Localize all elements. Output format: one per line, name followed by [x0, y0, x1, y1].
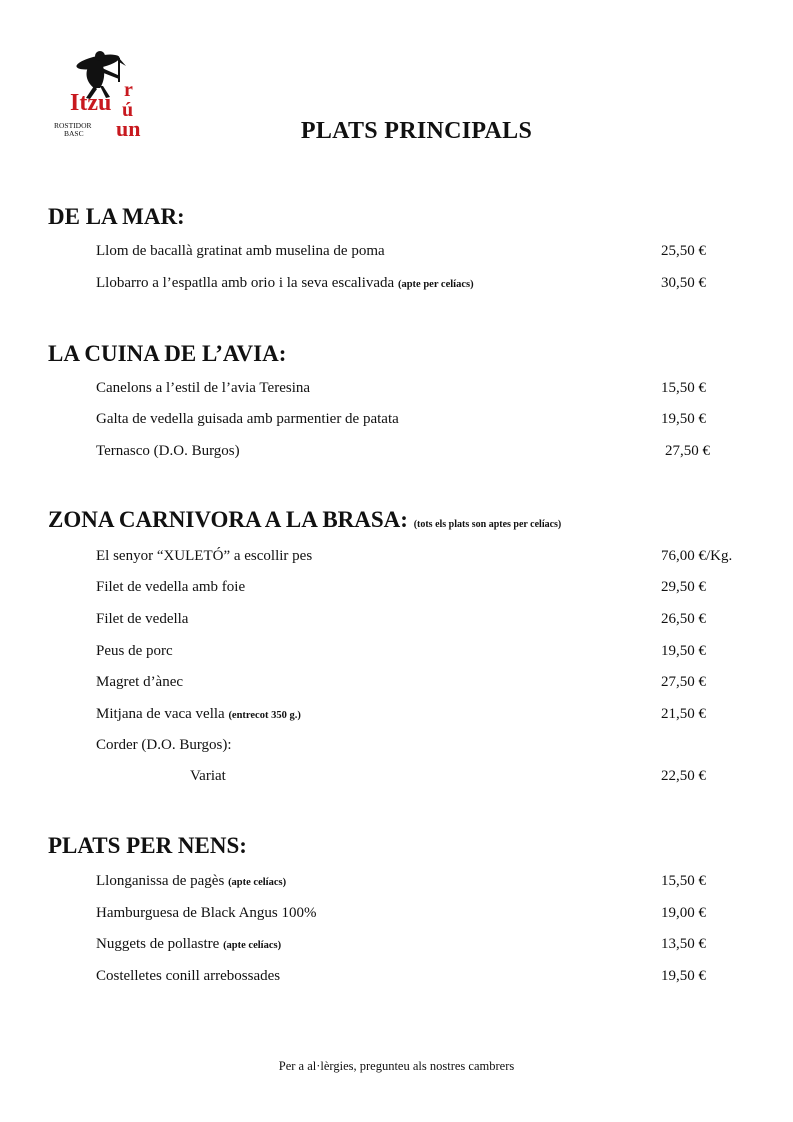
logo-tagline-1: ROSTIDOR — [54, 121, 92, 130]
dish-name: Ternasco (D.O. Burgos) — [96, 443, 240, 459]
section-title-zona-carnivora — [48, 507, 561, 533]
dish-note: (apte celíacs) — [228, 877, 287, 888]
section-note: (tots els plats son aptes per celíacs) — [413, 519, 562, 530]
page-title: PLATS PRINCIPALS — [300, 118, 533, 144]
dish-name: Filet de vedella amb foie — [96, 579, 246, 595]
logo-text-r: r — [124, 79, 133, 101]
dish-price: 22,50 € — [661, 768, 706, 784]
dish-price: 27,50 € — [665, 443, 710, 459]
dish-name: Mitjana de vaca vella (entrecot 350 g.) — [96, 706, 301, 722]
dish-price: 21,50 € — [661, 706, 706, 722]
dish-name: Variat — [190, 768, 226, 784]
section-title-text: ZONA CARNIVORA A LA BRASA: — [48, 507, 408, 532]
dish-price: 30,50 € — [661, 275, 706, 291]
dish-name: Magret d’ànec — [96, 674, 184, 690]
dish-price: 19,00 € — [661, 905, 706, 921]
dish-name: Galta de vedella guisada amb parmentier de patata — [96, 411, 399, 427]
dish-name: Costelletes conill arrebossades — [96, 968, 281, 984]
dish-price: 76,00 €/Kg. — [661, 548, 733, 564]
dish-price: 29,50 € — [661, 579, 706, 595]
dish-name: Llobarro a l’espatlla amb orio i la seva escalivada (apte per celíacs) — [96, 275, 474, 291]
dish-name: Corder (D.O. Burgos): — [96, 737, 232, 753]
dish-price: 19,50 € — [661, 411, 706, 427]
allergy-footer-note: Per a al·lèrgies, pregunteu als nostres cambrers — [278, 1059, 515, 1073]
section-title-plats-per-nens — [48, 833, 247, 859]
dish-price: 19,50 € — [661, 968, 706, 984]
logo-text-itzu: Itzu — [70, 90, 112, 116]
dish-name: Filet de vedella — [96, 611, 189, 627]
dish-name: Peus de porc — [96, 643, 173, 659]
dish-name: Hamburguesa de Black Angus 100% — [96, 905, 317, 921]
dish-price: 27,50 € — [661, 674, 706, 690]
dish-note: (apte celíacs) — [223, 940, 282, 951]
dish-note: (apte per celíacs) — [397, 279, 474, 290]
section-title-text: PLATS PER NENS: — [48, 833, 247, 858]
dish-price: 19,50 € — [661, 643, 706, 659]
dish-name: Llom de bacallà gratinat amb muselina de poma — [96, 243, 385, 259]
dish-name: Canelons a l’estil de l’avia Teresina — [96, 380, 311, 396]
logo-tagline-2: BASC — [64, 129, 84, 138]
logo-text-un: un — [116, 116, 141, 141]
section-title-text: LA CUINA DE L’AVIA: — [48, 341, 287, 366]
dish-name: Llonganissa de pagès (apte celíacs) — [96, 873, 287, 889]
section-title-de-la-mar — [48, 204, 185, 230]
section-title-la-cuina-de-lavia — [48, 341, 286, 367]
section-title-text: DE LA MAR: — [48, 204, 185, 229]
dish-price: 15,50 € — [661, 380, 706, 396]
dish-price: 26,50 € — [661, 611, 706, 627]
dish-name: El senyor “XULETÓ” a escollir pes — [96, 548, 313, 564]
dish-price: 25,50 € — [661, 243, 706, 259]
dish-note: (entrecot 350 g.) — [228, 710, 301, 721]
dish-price: 13,50 € — [661, 936, 706, 952]
dish-price: 15,50 € — [661, 873, 706, 889]
logo-text-u: ú — [122, 99, 134, 121]
dish-name: Nuggets de pollastre (apte celíacs) — [96, 936, 282, 952]
